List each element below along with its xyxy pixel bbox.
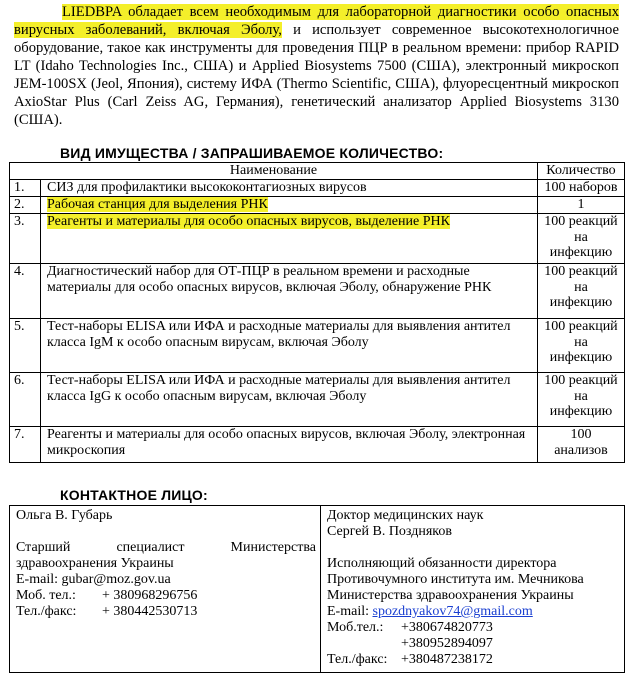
email-label: E-mail:	[327, 604, 369, 619]
table-row	[10, 373, 625, 427]
items-table	[9, 162, 625, 463]
contact-right-mobile2-line	[327, 636, 620, 652]
row-name-text: Реагенты и материалы для особо опасных вирусов, выделение РНК	[47, 214, 450, 229]
contact-right	[321, 506, 625, 673]
row-number: 5.	[10, 319, 41, 373]
contact-right-email-link[interactable]: spozdnyakov74@gmail.com	[372, 604, 533, 619]
contact-left-position-line2: здравоохранения Украины	[16, 556, 174, 571]
contact-left	[10, 506, 321, 673]
row-number: 7.	[10, 427, 41, 463]
contact-right-position-line1: Исполняющий обязанности директора	[327, 556, 557, 571]
table-row	[10, 197, 625, 214]
row-name-text: Рабочая станция для выделения РНК	[47, 197, 268, 212]
row-qty: 100 реакций на инфекцию	[538, 214, 625, 264]
contact-left-fax: + 380442530713	[102, 604, 198, 619]
contact-right-mobile2: +380952894097	[401, 636, 493, 651]
position-word: Старший	[16, 540, 71, 555]
contact-right-degree: Доктор медицинских наук	[327, 508, 484, 523]
mobile-label: Моб. тел.:	[16, 588, 76, 603]
contact-left-mobile-line	[16, 588, 316, 604]
items-table-header	[10, 163, 625, 180]
contact-left-position	[16, 540, 316, 556]
contact-row	[10, 506, 625, 673]
contact-left-mobile: + 380968296756	[102, 588, 198, 603]
header-name: Наименование	[10, 163, 538, 180]
row-name	[41, 180, 538, 197]
contact-section-title: КОНТАКТНОЕ ЛИЦО:	[60, 487, 208, 503]
contact-right-position-line3: Министерства здравоохранения Украины	[327, 588, 574, 603]
header-qty: Количество	[538, 163, 625, 180]
table-row	[10, 264, 625, 319]
row-name	[41, 197, 538, 214]
items-section-title: ВИД ИМУЩЕСТВА / ЗАПРАШИВАЕМОЕ КОЛИЧЕСТВО:	[60, 145, 444, 161]
row-name	[41, 427, 538, 463]
email-label: E-mail:	[16, 572, 58, 587]
position-word: специалист	[116, 540, 185, 555]
contact-right-email-line	[327, 604, 620, 620]
table-row	[10, 427, 625, 463]
row-number: 3.	[10, 214, 41, 264]
row-name-text: Диагностический набор для ОТ-ПЦР в реальном времени и расходные материалы для особо опасных вирусов, включая Эболу, обнаружение РНК	[47, 264, 492, 295]
intro-text: и использует современное высокотехнологичное оборудование, такое как инструменты для проведения ПЦР в реальном времени: прибор RAPID LT (Idaho Technologies Inc., США) и Applied Biosystems 7500 (США), электронный микроскоп JEM-100SX (Jeol, Япония), систему ИФА (Thermo Scientific, США), флуоресцентный микроскоп AxioStar Plus (Carl Zeiss AG, Германия), генетический анализатор Applied Biosystems 3130 (США).	[14, 22, 619, 128]
contact-right-mobile-line	[327, 620, 620, 636]
contact-left-name: Ольга В. Губарь	[16, 508, 113, 523]
fax-label: Тел./факс:	[16, 604, 77, 619]
contact-right-position-line2: Противочумного института им. Мечникова	[327, 572, 584, 587]
row-number: 6.	[10, 373, 41, 427]
contact-right-fax-line	[327, 652, 620, 668]
contact-table	[9, 505, 625, 673]
row-qty: 100 анализов	[538, 427, 625, 463]
row-name	[41, 214, 538, 264]
mobile-label: Моб.тел.:	[327, 620, 384, 635]
row-name	[41, 319, 538, 373]
contact-right-name: Сергей В. Поздняков	[327, 524, 452, 539]
row-name-text: Тест-наборы ELISA или ИФА и расходные материалы для выявления антител класса IgM к особо опасным вирусам, включая Эболу	[47, 319, 511, 350]
contact-left-email: gubar@moz.gov.ua	[61, 572, 171, 587]
row-name-text: Тест-наборы ELISA или ИФА и расходные материалы для выявления антител класса IgG к особо опасным вирусам, включая Эболу	[47, 373, 511, 404]
row-qty: 100 реакций на инфекцию	[538, 373, 625, 427]
position-word: Министерства	[230, 540, 316, 555]
fax-label: Тел./факс:	[327, 652, 388, 667]
row-qty: 1	[538, 197, 625, 214]
row-name	[41, 373, 538, 427]
row-qty: 100 наборов	[538, 180, 625, 197]
table-row	[10, 319, 625, 373]
row-qty: 100 реакций на инфекцию	[538, 264, 625, 319]
contact-right-fax: +380487238172	[401, 652, 493, 667]
contact-left-fax-line	[16, 604, 316, 620]
contact-left-email-line	[16, 572, 316, 588]
row-qty: 100 реакций на инфекцию	[538, 319, 625, 373]
row-number: 1.	[10, 180, 41, 197]
row-name-text: СИЗ для профилактики высококонтагиозных вирусов	[47, 180, 367, 195]
table-row	[10, 180, 625, 197]
table-row	[10, 214, 625, 264]
row-number: 2.	[10, 197, 41, 214]
row-name	[41, 264, 538, 319]
row-number: 4.	[10, 264, 41, 319]
intro-paragraph	[14, 3, 619, 129]
contact-right-mobile1: +380674820773	[401, 620, 493, 635]
intro-highlighted-text: LIEDBPA обладает всем необходимым для лабораторной диагностики особо опасных вирусных заболеваний, включая Эболу,	[14, 4, 619, 38]
row-name-text: Реагенты и материалы для особо опасных вирусов, включая Эболу, электронная микроскопия	[47, 427, 526, 458]
